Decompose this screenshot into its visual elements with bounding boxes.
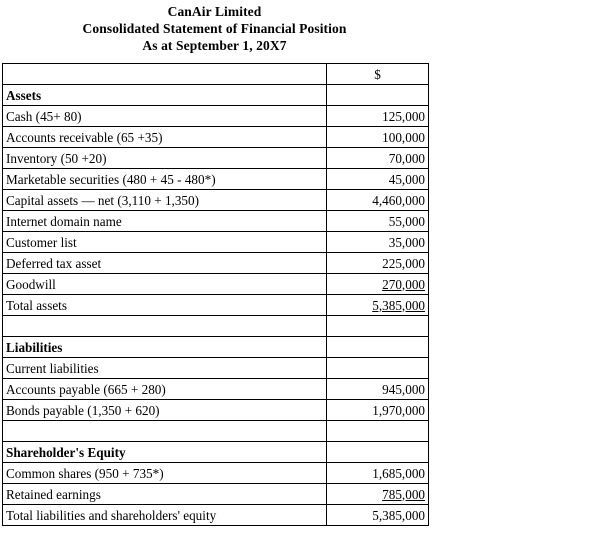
table-section-row — [3, 337, 429, 358]
table-section-row — [3, 442, 429, 463]
table-row — [3, 190, 429, 211]
row-label: Internet domain name — [3, 211, 327, 232]
row-amount: 55,000 — [327, 211, 429, 232]
row-label: Marketable securities (480 + 45 - 480*) — [3, 169, 327, 190]
row-label: Total liabilities and shareholders' equity — [3, 505, 327, 526]
row-amount: 225,000 — [327, 253, 429, 274]
row-amount: 4,460,000 — [327, 190, 429, 211]
row-label: Capital assets — net (3,110 + 1,350) — [3, 190, 327, 211]
row-amount — [327, 358, 429, 379]
row-label: Current liabilities — [3, 358, 327, 379]
row-amount: 945,000 — [327, 379, 429, 400]
row-label — [3, 316, 327, 337]
row-amount — [327, 274, 429, 295]
table-row — [3, 106, 429, 127]
table-row — [3, 358, 429, 379]
table-row — [3, 400, 429, 421]
table-header-row — [3, 64, 429, 85]
row-label: Common shares (950 + 735*) — [3, 463, 327, 484]
row-label: Assets — [3, 85, 327, 106]
table-row — [3, 463, 429, 484]
row-amount — [327, 316, 429, 337]
row-label: Cash (45+ 80) — [3, 106, 327, 127]
table-row — [3, 232, 429, 253]
row-label: Deferred tax asset — [3, 253, 327, 274]
page-title-line-3: As at September 1, 20X7 — [142, 38, 287, 53]
table-row — [3, 169, 429, 190]
row-label: Bonds payable (1,350 + 620) — [3, 400, 327, 421]
table-subtotal-row — [3, 484, 429, 505]
row-label: Retained earnings — [3, 484, 327, 505]
table-spacer-row — [3, 316, 429, 337]
table-subtotal-row — [3, 274, 429, 295]
row-label: Total assets — [3, 295, 327, 316]
row-amount: 125,000 — [327, 106, 429, 127]
row-label: Accounts payable (665 + 280) — [3, 379, 327, 400]
table-row — [3, 505, 429, 526]
row-label: Goodwill — [3, 274, 327, 295]
table-spacer-row — [3, 421, 429, 442]
row-amount: 45,000 — [327, 169, 429, 190]
row-label: Customer list — [3, 232, 327, 253]
row-label: Shareholder's Equity — [3, 442, 327, 463]
table-row — [3, 253, 429, 274]
row-amount: 1,685,000 — [327, 463, 429, 484]
row-amount: 35,000 — [327, 232, 429, 253]
row-amount-value: 5,385,000 — [372, 297, 425, 313]
table-total-row — [3, 295, 429, 316]
table-row — [3, 211, 429, 232]
column-header-currency: $ — [327, 64, 429, 85]
table-section-row — [3, 85, 429, 106]
row-amount — [327, 85, 429, 106]
row-amount: 100,000 — [327, 127, 429, 148]
row-label — [3, 421, 327, 442]
row-amount-value: 785,000 — [382, 486, 425, 502]
row-amount: 70,000 — [327, 148, 429, 169]
row-amount — [327, 421, 429, 442]
table-row — [3, 127, 429, 148]
table-body — [3, 85, 429, 526]
row-amount — [327, 484, 429, 505]
row-label: Inventory (50 +20) — [3, 148, 327, 169]
row-amount — [327, 295, 429, 316]
row-amount — [327, 337, 429, 358]
row-amount: 5,385,000 — [327, 505, 429, 526]
row-amount-value: 270,000 — [382, 276, 425, 292]
row-amount — [327, 442, 429, 463]
page-title-line-2: Consolidated Statement of Financial Position — [82, 21, 347, 36]
row-amount: 1,970,000 — [327, 400, 429, 421]
table-row — [3, 148, 429, 169]
row-label: Accounts receivable (65 +35) — [3, 127, 327, 148]
column-header-label — [3, 64, 327, 85]
page-title-line-1: CanAir Limited — [167, 4, 262, 19]
table-row — [3, 379, 429, 400]
statement-title-block — [0, 0, 429, 54]
row-label: Liabilities — [3, 337, 327, 358]
financial-position-table — [2, 63, 429, 526]
